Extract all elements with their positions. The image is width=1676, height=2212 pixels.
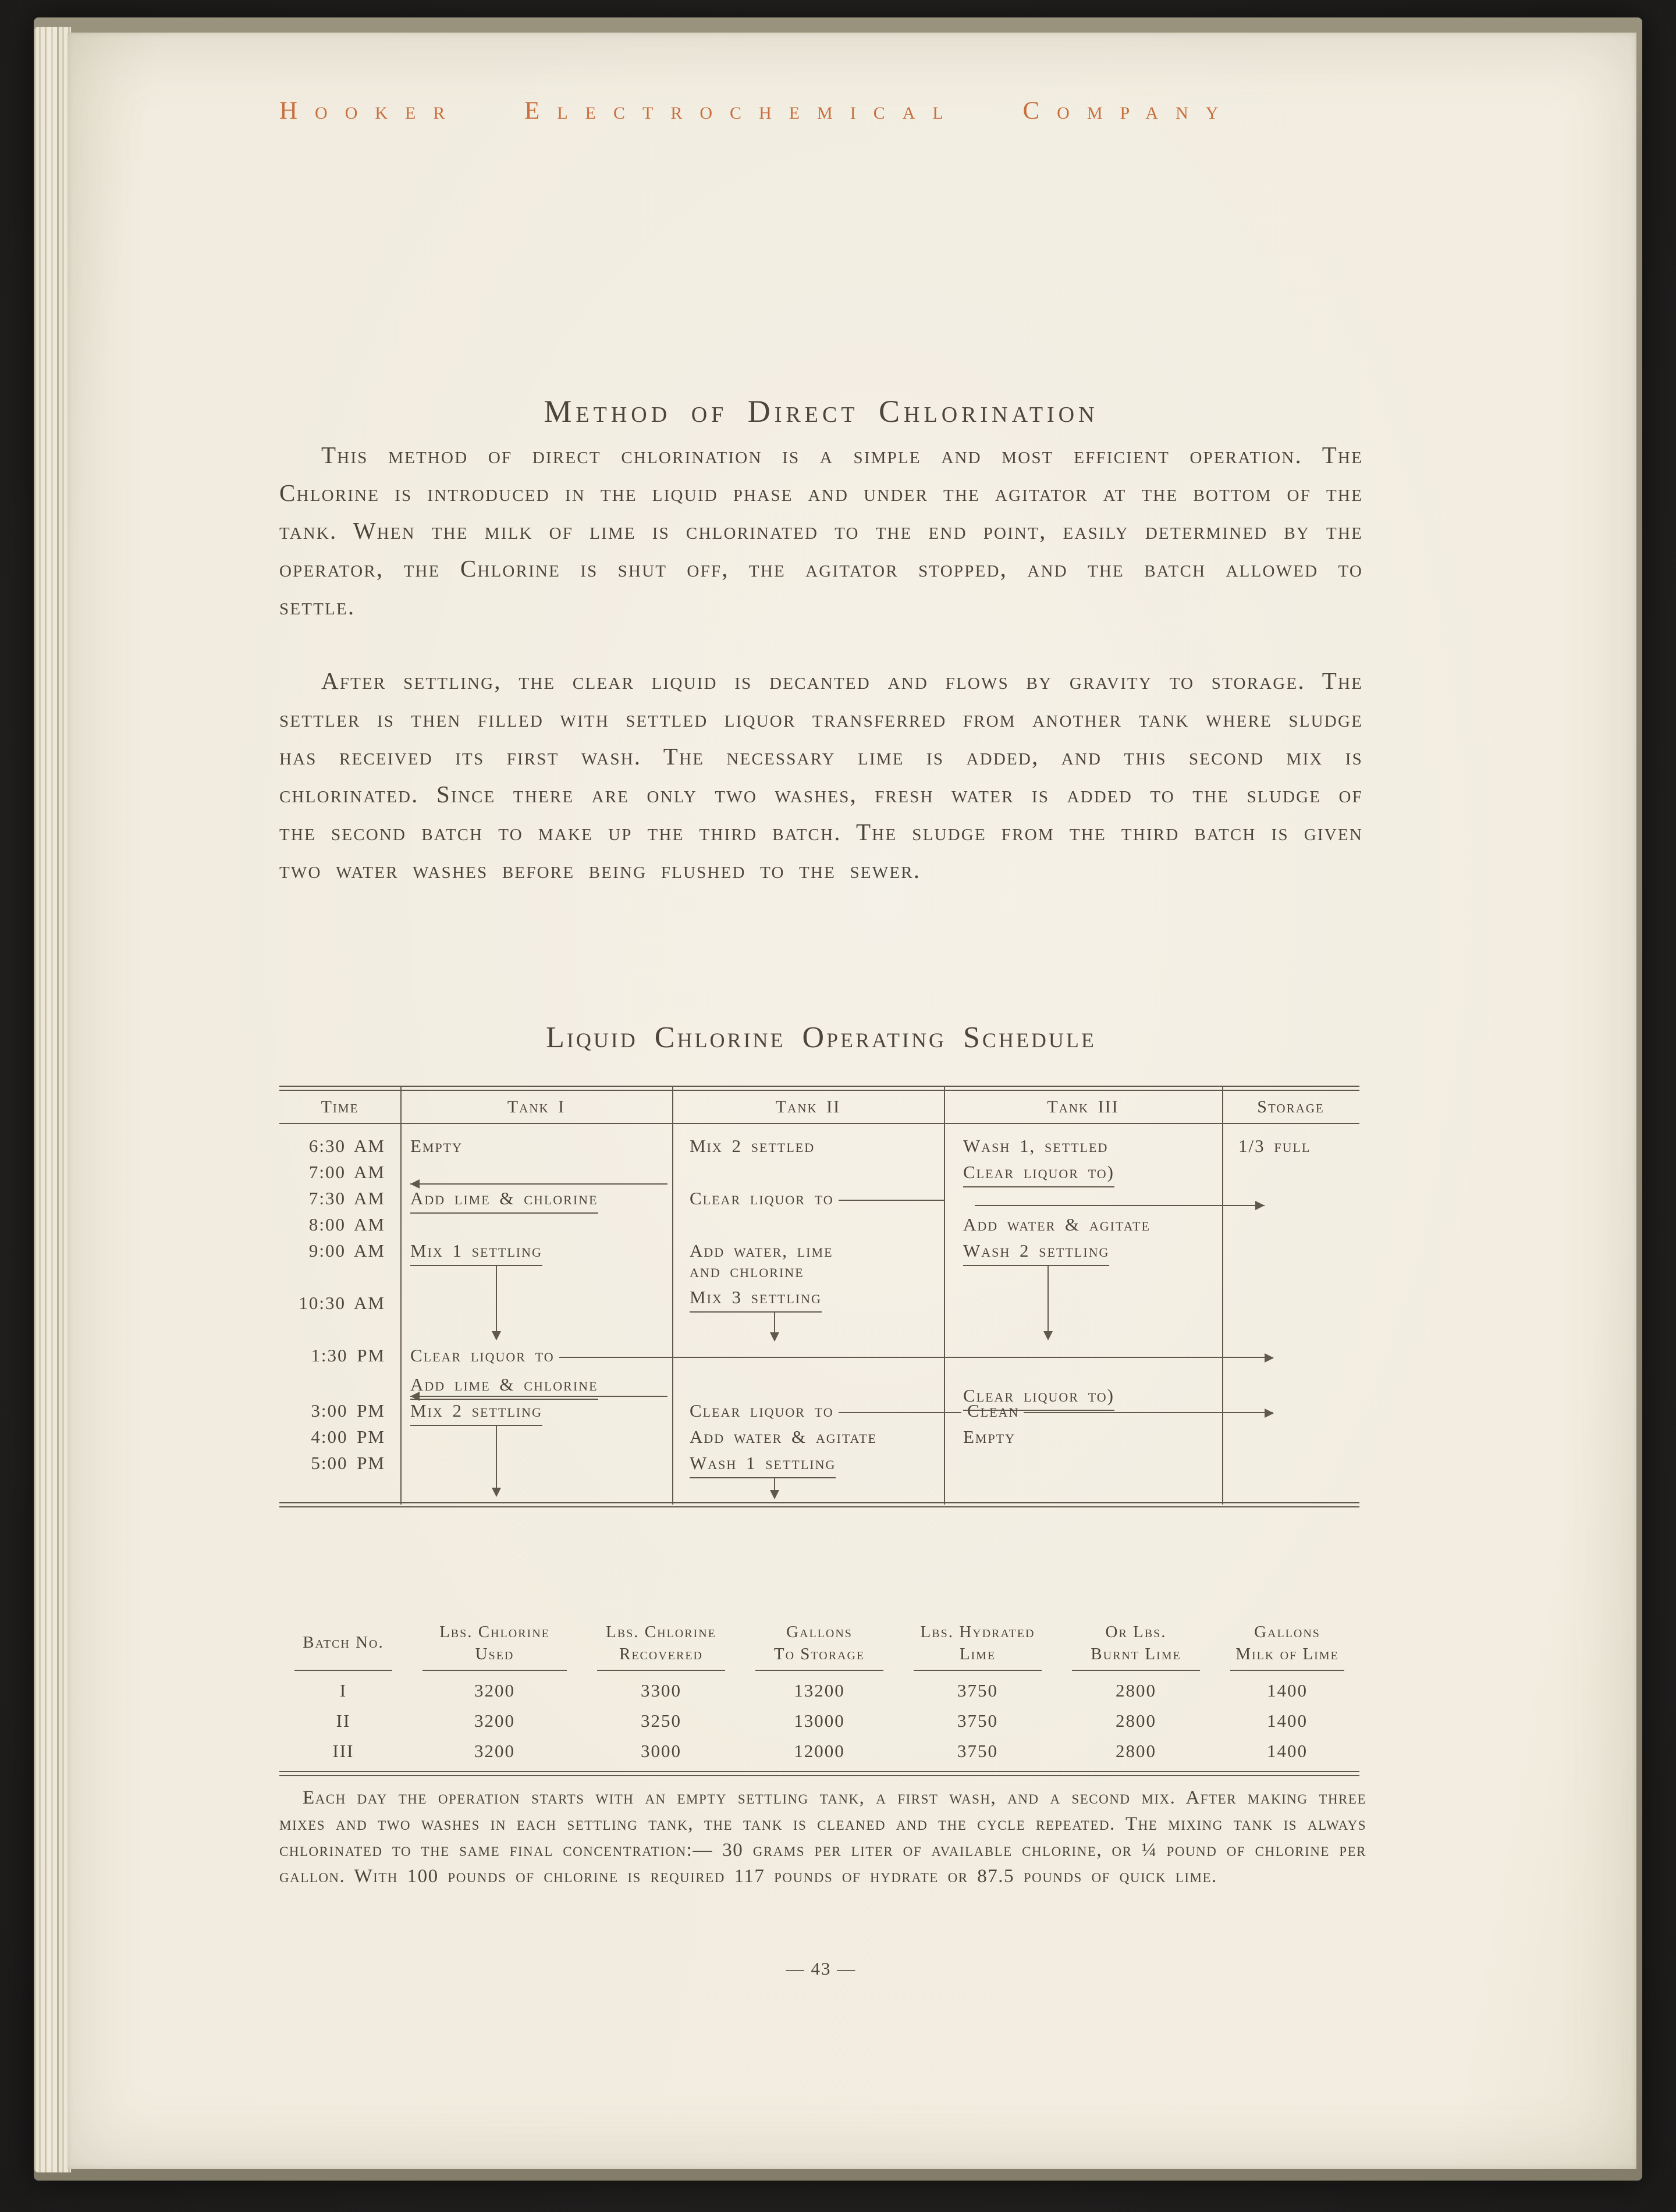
transfer-arrow-left: [410, 1183, 667, 1185]
table-cell: 2800: [1116, 1741, 1156, 1761]
transfer-arrow-left: [410, 1396, 667, 1397]
tank1-add-lime-2: Add lime & chlorine: [410, 1374, 598, 1400]
header-line: To Storage: [773, 1645, 865, 1663]
page-title: Method of Direct Chlorination: [544, 394, 1099, 429]
settling-arrow-down: [496, 1426, 497, 1489]
time-label: 3:00 PM: [311, 1400, 385, 1421]
table-cell: 13000: [794, 1710, 845, 1731]
tank2-wash1-settling: Wash 1 settling: [690, 1453, 836, 1478]
paragraph-2: After settling, the clear liquid is decanted and flows by gravity to storage. The settler is then filled with settled liquor transferred from another tank where sludge has received its first wash. The necessary lime is added, and this second mix is chlorinated. Since there are only two washes, fresh water is added to the sludge of the second batch to make up the third batch. The sludge from the third batch is given two water washes before being flushed to the sewer.: [279, 667, 1363, 883]
table-cell: 2800: [1116, 1680, 1156, 1701]
column-divider: [400, 1087, 402, 1505]
tank1-mix2-settling: Mix 2 settling: [410, 1400, 542, 1426]
table-top-rule: [279, 1086, 1359, 1091]
time-label: 10:30 AM: [299, 1293, 385, 1313]
company-header: Hooker Electrochemical Company: [279, 97, 1236, 125]
header-line: Burnt Lime: [1091, 1645, 1181, 1663]
table-cell: 2800: [1116, 1710, 1156, 1731]
tank3-wash2-settling: Wash 2 settling: [963, 1240, 1109, 1266]
table-bottom-rule: [279, 1502, 1359, 1507]
tank1-mix1-settling: Mix 1 settling: [410, 1240, 542, 1266]
settling-arrow-down: [496, 1266, 497, 1332]
table-cell: 3200: [474, 1710, 515, 1731]
batch-no: I: [339, 1680, 347, 1701]
page-number: — 43 —: [786, 1958, 857, 1979]
flow-label: Clear liquor to: [690, 1400, 834, 1421]
settling-arrow-down: [774, 1313, 775, 1333]
flow-label: Clear liquor to: [410, 1345, 555, 1365]
table-cell: 1400: [1267, 1680, 1308, 1701]
table-cell: 3000: [641, 1741, 681, 1761]
book-page: [68, 33, 1636, 2169]
flow-line-arrow: [1024, 1400, 1273, 1413]
tank2-mix3-settling: Mix 3 settling: [690, 1287, 822, 1313]
tank2-mix2-settled: Mix 2 settled: [690, 1136, 815, 1156]
header-line: Lbs. Hydrated: [920, 1623, 1035, 1641]
transfer-arrow-to-storage: [975, 1205, 1265, 1206]
flow-line: [839, 1400, 944, 1413]
time-label: 1:30 PM: [311, 1345, 385, 1365]
column-header-time: Time: [321, 1097, 359, 1116]
table-cell: 1400: [1267, 1741, 1308, 1761]
tank1-add-lime-1: Add lime & chlorine: [410, 1188, 598, 1214]
time-label: 7:00 AM: [308, 1162, 385, 1182]
batch-col-header: [1215, 1610, 1359, 1671]
schedule-title: Liquid Chlorine Operating Schedule: [546, 1021, 1096, 1054]
column-divider: [944, 1087, 945, 1505]
batch-no: III: [332, 1741, 354, 1761]
batch-col-header: [740, 1610, 899, 1671]
flow-clean-to-storage: [945, 1400, 1273, 1421]
table-cell: 3300: [641, 1680, 681, 1701]
settling-arrow-down: [1048, 1266, 1049, 1332]
header-rule: [279, 1123, 1359, 1124]
header-line: Lbs. Chlorine: [606, 1623, 716, 1641]
time-label: 6:30 AM: [308, 1136, 385, 1156]
table-cell: 1400: [1267, 1710, 1308, 1731]
time-label: 9:00 AM: [308, 1240, 385, 1261]
time-label: 5:00 PM: [311, 1453, 385, 1473]
flow-clear-liquor-1: [690, 1188, 944, 1209]
batch-col-header: [1057, 1610, 1215, 1671]
header-line: Gallons: [1254, 1623, 1320, 1641]
tank2-add-water-line1: Add water, lime: [690, 1240, 833, 1261]
table-cell: 3750: [957, 1710, 998, 1731]
header-line: Milk of Lime: [1235, 1645, 1339, 1663]
table-cell: 3750: [957, 1680, 998, 1701]
tank3-clear-liquor-2: Clear liquor to): [963, 1385, 1114, 1411]
flow-clear-liquor-2: [690, 1400, 944, 1421]
header-line: Recovered: [619, 1645, 703, 1663]
batch-table: [279, 1610, 1359, 1776]
time-label: 8:00 AM: [308, 1214, 385, 1235]
column-divider: [1222, 1087, 1223, 1505]
tank2-add-water-agitate: Add water & agitate: [690, 1427, 877, 1447]
operating-schedule-diagram: [279, 1086, 1359, 1514]
flow-line: [839, 1188, 944, 1201]
batch-col-header: [279, 1610, 407, 1671]
flow-line-arrow: [559, 1345, 1273, 1358]
footer-note: Each day the operation starts with an empty settling tank, a first wash, and a second mix. After making three mixes and two washes in each settling tank, the tank is cleaned and the cycle repeated. The mixing tank is always chlorinated to the same final concentration:— 30 grams per liter of available chlorine, or ¼ pound of chlorine per gallon. With 100 pounds of chlorine is required 117 pounds of hydrate or 87.5 pounds of quick lime.: [279, 1787, 1366, 1887]
column-header-storage: Storage: [1257, 1097, 1325, 1116]
table-cell: 3750: [957, 1741, 998, 1761]
header-line: Lime: [959, 1645, 996, 1663]
header-line: Or Lbs.: [1105, 1623, 1167, 1641]
paragraph-1: This method of direct chlorination is a simple and most efficient operation. The Chlorine is introduced in the liquid phase and under the agitator at the bottom of the tank. When the milk of lime is chlorinated to the end point, easily determined by the operator, the Chlorine is shut off, the agitator stopped, and the batch allowed to settle.: [279, 442, 1363, 620]
batch-no: II: [336, 1710, 351, 1731]
tank2-add-water-line2: and chlorine: [690, 1261, 804, 1281]
column-header-tank1: Tank I: [507, 1097, 566, 1116]
column-header-tank2: Tank II: [775, 1097, 841, 1116]
tank3-clear-liquor-1: Clear liquor to): [963, 1162, 1114, 1187]
table-cell: 3200: [474, 1680, 515, 1701]
batch-col-header: [407, 1610, 582, 1671]
flow-line: [945, 1400, 961, 1413]
tank1-empty: Empty: [410, 1136, 463, 1156]
header-line: Batch No.: [303, 1633, 384, 1652]
time-label: 4:00 PM: [311, 1427, 385, 1447]
flow-label: Clear liquor to: [690, 1188, 834, 1208]
column-divider: [672, 1087, 673, 1505]
storage-level: 1/3 full: [1238, 1136, 1311, 1156]
tank3-wash1-settled: Wash 1, settled: [963, 1136, 1109, 1156]
batch-col-header: [582, 1610, 740, 1671]
settling-arrow-down: [774, 1477, 775, 1491]
header-line: Lbs. Chlorine: [439, 1623, 550, 1641]
table-bottom-rule: [279, 1771, 1359, 1776]
header-line: Gallons: [786, 1623, 853, 1641]
page-stack-edge: [34, 27, 71, 2172]
tank3-add-water-agitate: Add water & agitate: [963, 1214, 1151, 1235]
flow-label: Clean: [967, 1400, 1020, 1421]
time-label: 7:30 AM: [308, 1188, 385, 1208]
table-cell: 12000: [794, 1741, 845, 1761]
batch-col-header: [899, 1610, 1057, 1671]
table-cell: 3250: [641, 1710, 681, 1731]
table-cell: 3200: [474, 1741, 515, 1761]
table-cell: 13200: [794, 1680, 845, 1701]
tank3-empty: Empty: [963, 1427, 1016, 1447]
column-header-tank3: Tank III: [1047, 1097, 1119, 1116]
header-line: Used: [475, 1645, 514, 1663]
flow-clear-liquor-to-storage: [410, 1345, 1273, 1366]
